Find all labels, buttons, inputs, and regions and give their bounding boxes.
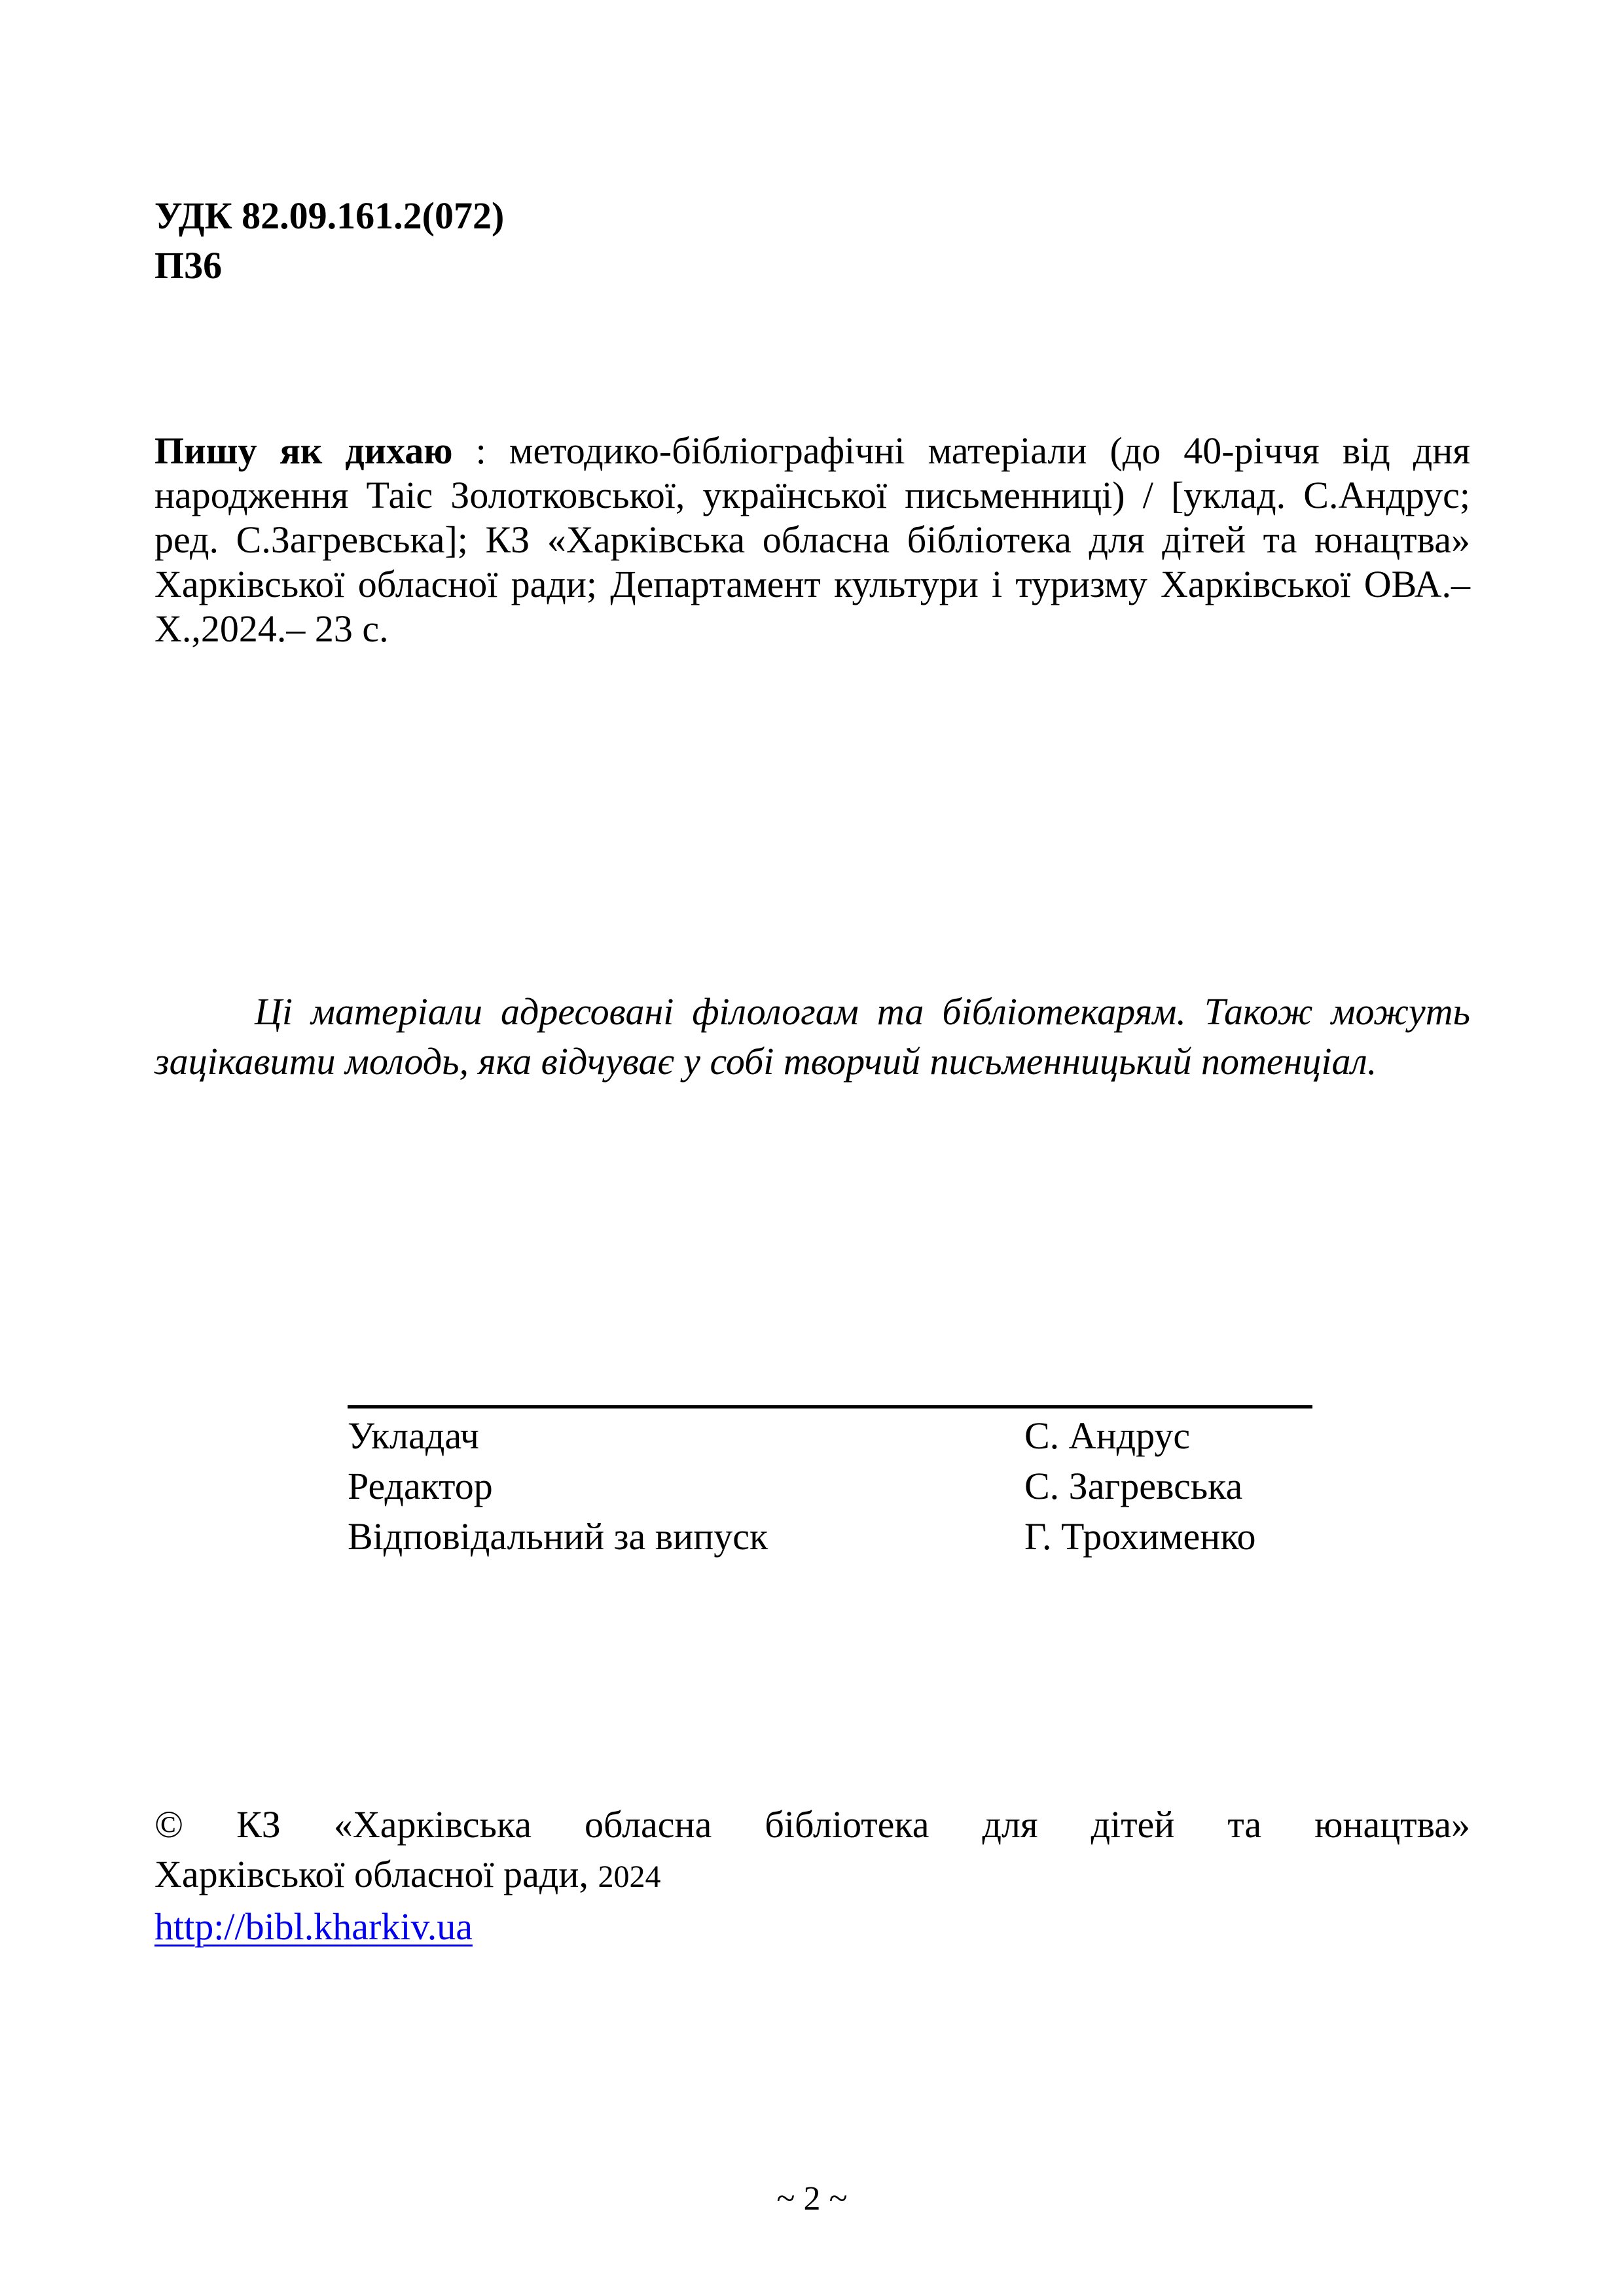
credits-block <box>348 1410 1312 1562</box>
credit-row-compiler <box>348 1410 1312 1461</box>
credit-role: Відповідальний за випуск <box>348 1515 768 1558</box>
credit-role: Укладач <box>348 1414 479 1457</box>
credit-name: С. Загревська <box>1024 1465 1243 1507</box>
udk-code: УДК 82.09.161.2(072) <box>154 194 505 237</box>
annotation: Ці матеріали адресовані філологам та бібліотекарям. Також можуть зацікавити молодь, яка відчуває у собі творчий письменницький потенціал. <box>154 990 1470 1083</box>
author-sign: П36 <box>154 244 223 287</box>
copyright-year: 2024 <box>598 1859 661 1894</box>
credit-name: Г. Трохименко <box>1024 1515 1256 1558</box>
library-website-link[interactable]: http://bibl.kharkiv.ua <box>154 1905 473 1948</box>
bibliographic-record <box>154 429 1470 651</box>
credit-row-responsible <box>348 1511 1312 1562</box>
copyright-block <box>154 1800 1470 1952</box>
credit-row-editor <box>348 1461 1312 1511</box>
page-number: ~ 2 ~ <box>776 2180 848 2217</box>
credit-role: Редактор <box>348 1465 493 1507</box>
copyright-owner: © КЗ «Харківська обласна бібліотека для дітей та юнацтва» <box>154 1803 1470 1846</box>
bibliographic-description: : методико-бібліографічні матеріали (до 40-річчя від дня народження Таіс Золотковської, української письменниці) / [уклад. С.Андрус; ред. С.Загревська]; КЗ «Харківська обласна бібліотека для дітей та юнацтва» Харківської обласної ради; Департамент культури і туризму Харківської ОВА.– Х.,2024.– 23 с. <box>154 429 1470 650</box>
copyright-owner-text: Харківської обласної ради, <box>154 1853 598 1895</box>
copyright-owner-cont <box>154 1850 1470 1902</box>
udk-block <box>154 191 504 291</box>
credits-divider <box>348 1405 1312 1408</box>
book-title: Пишу як дихаю <box>154 429 453 472</box>
credit-name: С. Андрус <box>1024 1414 1191 1457</box>
